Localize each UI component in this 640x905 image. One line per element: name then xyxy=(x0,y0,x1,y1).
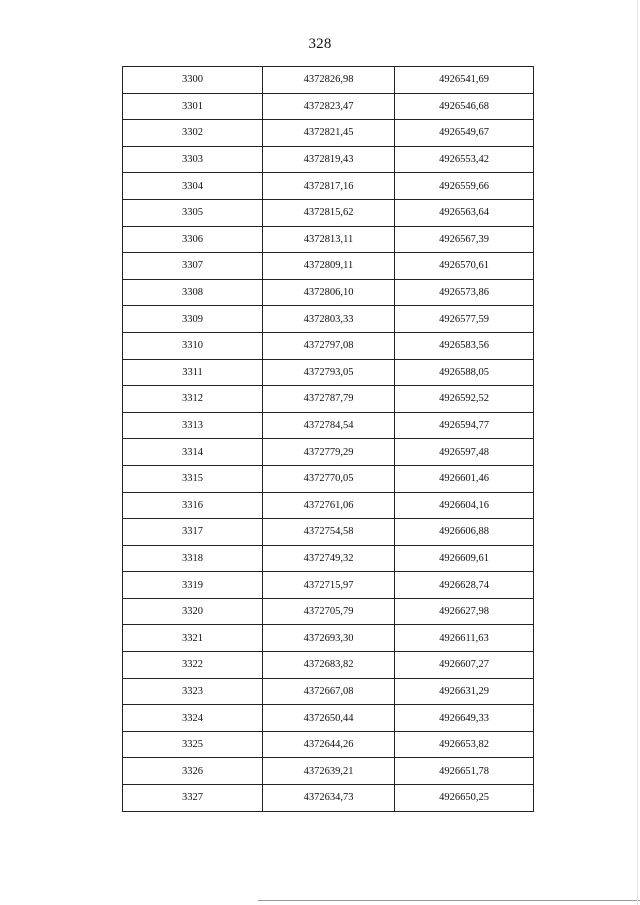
x-coordinate-cell: 4372644,26 xyxy=(263,731,395,758)
y-coordinate-cell: 4926651,78 xyxy=(395,758,534,785)
coordinates-table-body xyxy=(123,67,534,812)
table-row xyxy=(123,785,534,812)
table-row xyxy=(123,306,534,333)
point-number-cell: 3321 xyxy=(123,625,263,652)
y-coordinate-cell: 4926606,88 xyxy=(395,519,534,546)
x-coordinate-cell: 4372749,32 xyxy=(263,545,395,572)
x-coordinate-cell: 4372634,73 xyxy=(263,785,395,812)
y-coordinate-cell: 4926570,61 xyxy=(395,253,534,280)
table-row xyxy=(123,705,534,732)
point-number-cell: 3319 xyxy=(123,572,263,599)
y-coordinate-cell: 4926588,05 xyxy=(395,359,534,386)
y-coordinate-cell: 4926549,67 xyxy=(395,120,534,147)
point-number-cell: 3325 xyxy=(123,731,263,758)
point-number-cell: 3326 xyxy=(123,758,263,785)
table-row xyxy=(123,173,534,200)
y-coordinate-cell: 4926611,63 xyxy=(395,625,534,652)
table-row xyxy=(123,678,534,705)
x-coordinate-cell: 4372823,47 xyxy=(263,93,395,120)
table-row xyxy=(123,439,534,466)
point-number-cell: 3316 xyxy=(123,492,263,519)
point-number-cell: 3318 xyxy=(123,545,263,572)
point-number-cell: 3312 xyxy=(123,386,263,413)
x-coordinate-cell: 4372693,30 xyxy=(263,625,395,652)
x-coordinate-cell: 4372809,11 xyxy=(263,253,395,280)
table-row xyxy=(123,120,534,147)
y-coordinate-cell: 4926653,82 xyxy=(395,731,534,758)
table-row xyxy=(123,545,534,572)
x-coordinate-cell: 4372815,62 xyxy=(263,199,395,226)
point-number-cell: 3322 xyxy=(123,652,263,679)
table-row xyxy=(123,598,534,625)
y-coordinate-cell: 4926559,66 xyxy=(395,173,534,200)
x-coordinate-cell: 4372821,45 xyxy=(263,120,395,147)
table-row xyxy=(123,519,534,546)
y-coordinate-cell: 4926649,33 xyxy=(395,705,534,732)
table-row xyxy=(123,492,534,519)
table-row xyxy=(123,226,534,253)
y-coordinate-cell: 4926553,42 xyxy=(395,146,534,173)
x-coordinate-cell: 4372715,97 xyxy=(263,572,395,599)
table-row xyxy=(123,279,534,306)
x-coordinate-cell: 4372826,98 xyxy=(263,67,395,94)
x-coordinate-cell: 4372793,05 xyxy=(263,359,395,386)
point-number-cell: 3324 xyxy=(123,705,263,732)
y-coordinate-cell: 4926583,56 xyxy=(395,332,534,359)
y-coordinate-cell: 4926573,86 xyxy=(395,279,534,306)
table-row xyxy=(123,465,534,492)
y-coordinate-cell: 4926627,98 xyxy=(395,598,534,625)
point-number-cell: 3314 xyxy=(123,439,263,466)
y-coordinate-cell: 4926567,39 xyxy=(395,226,534,253)
table-row xyxy=(123,731,534,758)
point-number-cell: 3307 xyxy=(123,253,263,280)
x-coordinate-cell: 4372784,54 xyxy=(263,412,395,439)
table-row xyxy=(123,625,534,652)
table-row xyxy=(123,332,534,359)
x-coordinate-cell: 4372761,06 xyxy=(263,492,395,519)
table-row xyxy=(123,199,534,226)
y-coordinate-cell: 4926650,25 xyxy=(395,785,534,812)
point-number-cell: 3305 xyxy=(123,199,263,226)
point-number-cell: 3315 xyxy=(123,465,263,492)
point-number-cell: 3304 xyxy=(123,173,263,200)
table-row xyxy=(123,386,534,413)
x-coordinate-cell: 4372813,11 xyxy=(263,226,395,253)
x-coordinate-cell: 4372705,79 xyxy=(263,598,395,625)
y-coordinate-cell: 4926604,16 xyxy=(395,492,534,519)
y-coordinate-cell: 4926597,48 xyxy=(395,439,534,466)
x-coordinate-cell: 4372797,08 xyxy=(263,332,395,359)
coordinates-table xyxy=(122,66,534,812)
x-coordinate-cell: 4372770,05 xyxy=(263,465,395,492)
page-edge xyxy=(637,0,638,905)
point-number-cell: 3300 xyxy=(123,67,263,94)
table-row xyxy=(123,253,534,280)
y-coordinate-cell: 4926594,77 xyxy=(395,412,534,439)
table-row xyxy=(123,67,534,94)
table-row xyxy=(123,758,534,785)
table-row xyxy=(123,93,534,120)
x-coordinate-cell: 4372754,58 xyxy=(263,519,395,546)
y-coordinate-cell: 4926541,69 xyxy=(395,67,534,94)
y-coordinate-cell: 4926631,29 xyxy=(395,678,534,705)
x-coordinate-cell: 4372639,21 xyxy=(263,758,395,785)
y-coordinate-cell: 4926609,61 xyxy=(395,545,534,572)
table-row xyxy=(123,412,534,439)
point-number-cell: 3302 xyxy=(123,120,263,147)
y-coordinate-cell: 4926546,68 xyxy=(395,93,534,120)
x-coordinate-cell: 4372650,44 xyxy=(263,705,395,732)
x-coordinate-cell: 4372803,33 xyxy=(263,306,395,333)
point-number-cell: 3303 xyxy=(123,146,263,173)
y-coordinate-cell: 4926577,59 xyxy=(395,306,534,333)
x-coordinate-cell: 4372779,29 xyxy=(263,439,395,466)
table-row xyxy=(123,652,534,679)
table-row xyxy=(123,572,534,599)
point-number-cell: 3309 xyxy=(123,306,263,333)
y-coordinate-cell: 4926601,46 xyxy=(395,465,534,492)
point-number-cell: 3310 xyxy=(123,332,263,359)
y-coordinate-cell: 4926563,64 xyxy=(395,199,534,226)
point-number-cell: 3327 xyxy=(123,785,263,812)
y-coordinate-cell: 4926607,27 xyxy=(395,652,534,679)
point-number-cell: 3313 xyxy=(123,412,263,439)
x-coordinate-cell: 4372787,79 xyxy=(263,386,395,413)
y-coordinate-cell: 4926628,74 xyxy=(395,572,534,599)
point-number-cell: 3306 xyxy=(123,226,263,253)
point-number-cell: 3323 xyxy=(123,678,263,705)
y-coordinate-cell: 4926592,52 xyxy=(395,386,534,413)
footer-rule xyxy=(258,900,640,901)
x-coordinate-cell: 4372683,82 xyxy=(263,652,395,679)
x-coordinate-cell: 4372817,16 xyxy=(263,173,395,200)
table-row xyxy=(123,146,534,173)
x-coordinate-cell: 4372806,10 xyxy=(263,279,395,306)
point-number-cell: 3320 xyxy=(123,598,263,625)
page-number: 328 xyxy=(308,36,332,52)
point-number-cell: 3301 xyxy=(123,93,263,120)
x-coordinate-cell: 4372819,43 xyxy=(263,146,395,173)
point-number-cell: 3308 xyxy=(123,279,263,306)
x-coordinate-cell: 4372667,08 xyxy=(263,678,395,705)
point-number-cell: 3311 xyxy=(123,359,263,386)
point-number-cell: 3317 xyxy=(123,519,263,546)
table-row xyxy=(123,359,534,386)
